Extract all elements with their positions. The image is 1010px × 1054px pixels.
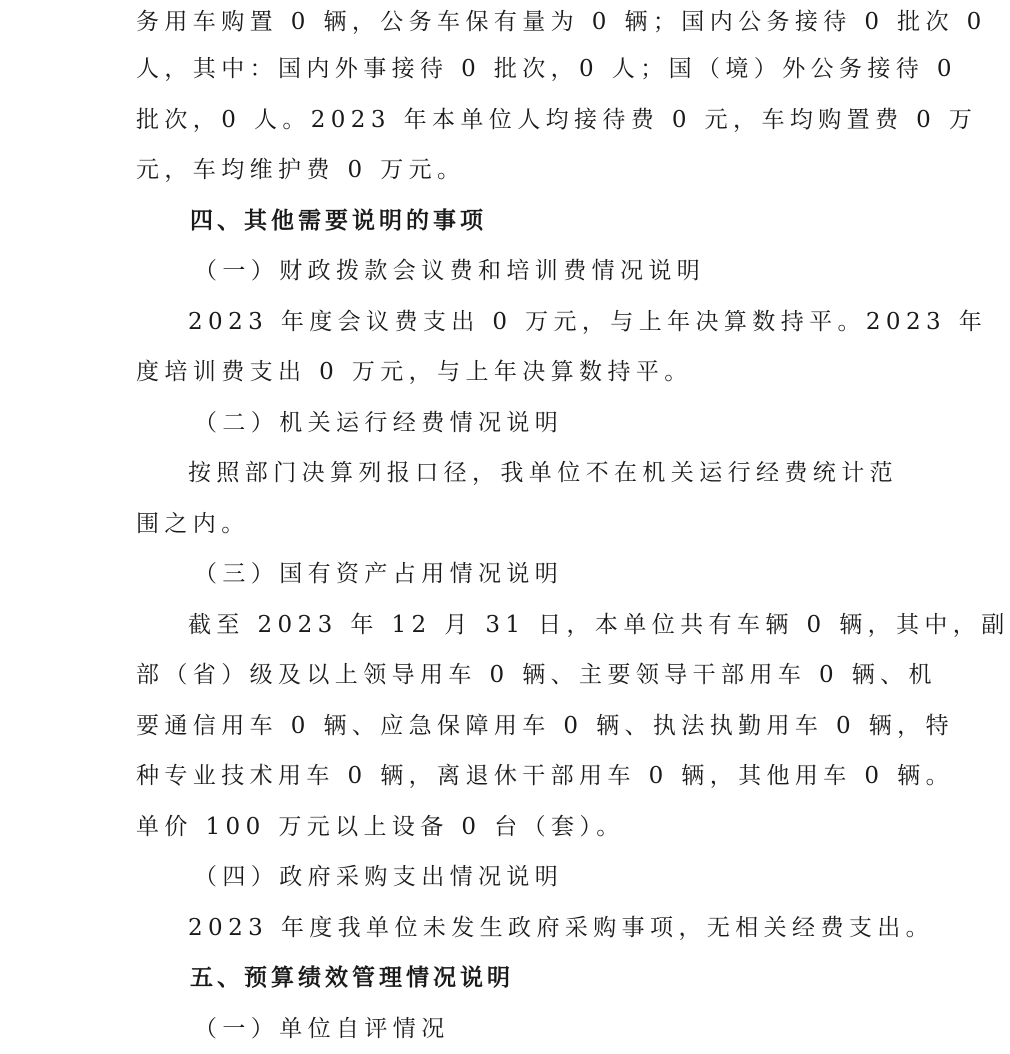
section-heading-5: 五、预算绩效管理情况说明: [136, 953, 876, 1004]
paragraph-line: 围之内。: [136, 499, 876, 550]
subsection-heading-4-1: （一）财政拨款会议费和培训费情况说明: [136, 246, 876, 297]
paragraph-line: 务用车购置 0 辆，公务车保有量为 0 辆；国内公务接待 0 批次 0: [136, 0, 876, 44]
paragraph-line: 要通信用车 0 辆、应急保障用车 0 辆、执法执勤用车 0 辆，特: [136, 701, 876, 752]
subsection-heading-4-4: （四）政府采购支出情况说明: [136, 852, 876, 903]
paragraph-line: 按照部门决算列报口径，我单位不在机关运行经费统计范: [136, 448, 876, 499]
paragraph-line: 度培训费支出 0 万元，与上年决算数持平。: [136, 347, 876, 398]
paragraph-line: 部（省）级及以上领导用车 0 辆、主要领导干部用车 0 辆、机: [136, 650, 876, 701]
paragraph-line: 2023 年度会议费支出 0 万元，与上年决算数持平。2023 年: [136, 297, 876, 348]
paragraph-line: 2023 年度我单位未发生政府采购事项，无相关经费支出。: [136, 903, 876, 954]
subsection-heading-5-1: （一）单位自评情况: [136, 1004, 876, 1054]
section-heading-4: 四、其他需要说明的事项: [136, 196, 876, 247]
paragraph-line: 种专业技术用车 0 辆，离退休干部用车 0 辆，其他用车 0 辆。: [136, 751, 876, 802]
paragraph-line: 批次，0 人。2023 年本单位人均接待费 0 元，车均购置费 0 万: [136, 95, 876, 146]
paragraph-line: 元，车均维护费 0 万元。: [136, 145, 876, 196]
subsection-heading-4-2: （二）机关运行经费情况说明: [136, 398, 876, 449]
paragraph-line: 单价 100 万元以上设备 0 台（套）。: [136, 802, 876, 853]
paragraph-line: 截至 2023 年 12 月 31 日，本单位共有车辆 0 辆，其中，副: [136, 600, 876, 651]
paragraph-line: 人，其中：国内外事接待 0 批次，0 人；国（境）外公务接待 0: [136, 44, 876, 95]
document-page: [136, 0, 876, 1054]
subsection-heading-4-3: （三）国有资产占用情况说明: [136, 549, 876, 600]
